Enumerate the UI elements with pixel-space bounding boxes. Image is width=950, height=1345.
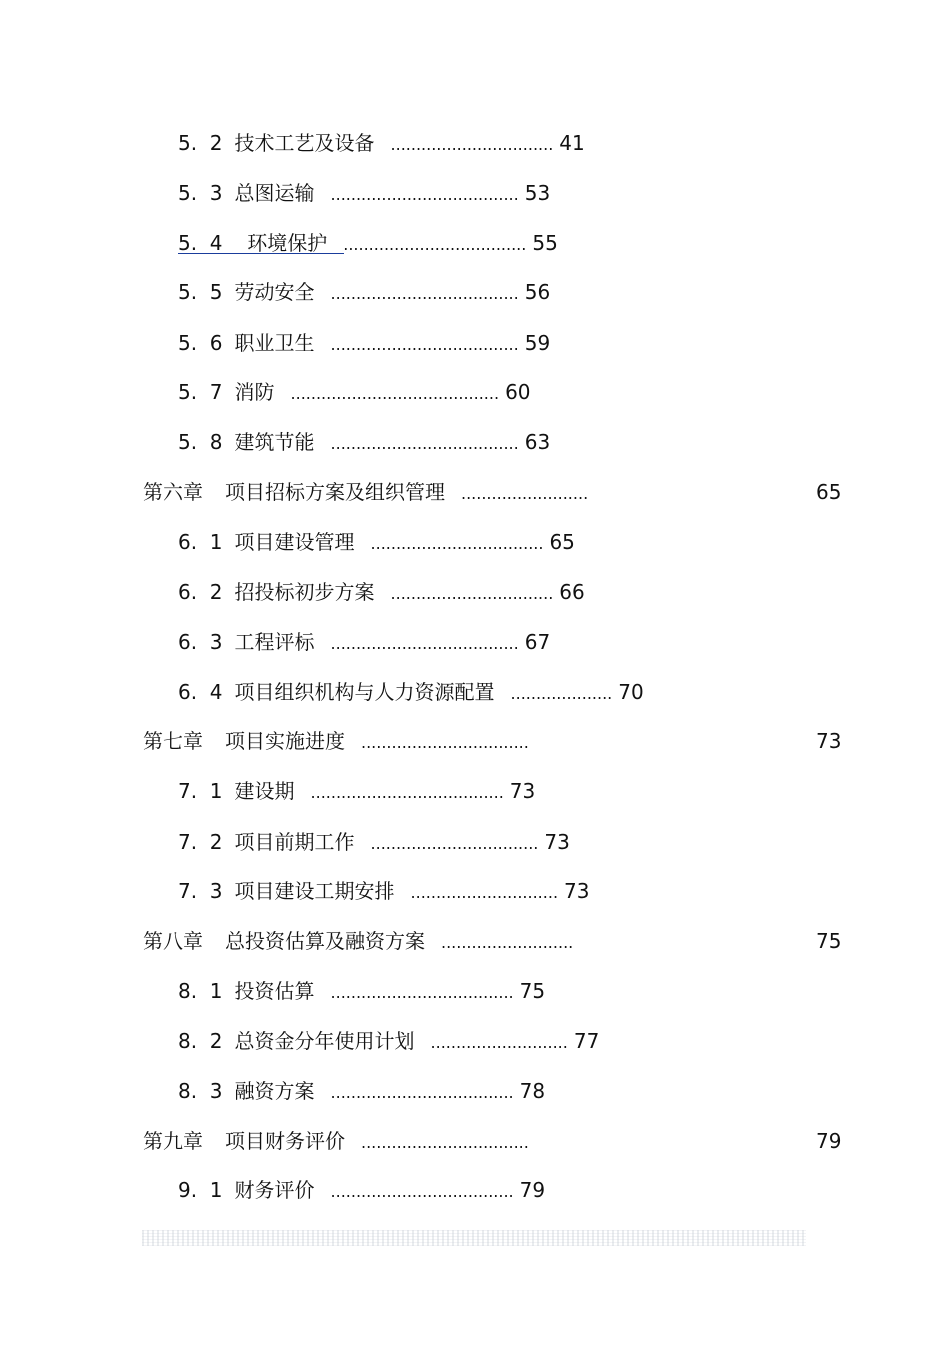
- toc-entry-title: 财务评价: [234, 1178, 315, 1202]
- toc-entry-title: 项目组织机构与人力资源配置: [234, 680, 495, 704]
- toc-entry-number: 第七章: [143, 729, 203, 753]
- toc-leader-dots: ..................................: [370, 534, 544, 553]
- toc-entry-number: 5. 5: [178, 280, 223, 304]
- toc-page-number: 75: [519, 979, 546, 1003]
- toc-entry-number: 5. 3: [178, 181, 223, 205]
- toc-page-number: 65: [816, 480, 842, 504]
- toc-section-entry[interactable]: [178, 1028, 599, 1054]
- toc-leader-dots: .................................: [370, 834, 539, 853]
- toc-entry-title: 总图运输: [234, 181, 315, 205]
- toc-entry-number: 5. 4: [178, 231, 223, 255]
- toc-entry-title: 工程评标: [234, 630, 315, 654]
- toc-entry-title: 投资估算: [234, 979, 315, 1003]
- toc-leader-dots: .....................................: [330, 335, 519, 354]
- toc-page-number: 59: [524, 331, 551, 355]
- toc-entry-number: 6. 2: [178, 580, 223, 604]
- toc-section-entry[interactable]: [178, 829, 570, 855]
- toc-section-entry[interactable]: [178, 629, 550, 655]
- toc-leader-dots: ................................: [390, 135, 554, 154]
- toc-entry-title: 总资金分年使用计划: [234, 1029, 415, 1053]
- toc-page-number: 73: [816, 729, 842, 753]
- toc-leader-dots: .................................: [361, 733, 529, 752]
- toc-page-number: 55: [532, 231, 558, 255]
- toc-entry-number: 8. 3: [178, 1079, 223, 1103]
- toc-leader-dots: .....................................: [330, 185, 519, 204]
- toc-entry-title: 招投标初步方案: [234, 580, 375, 604]
- toc-page-number: 73: [544, 830, 570, 854]
- toc-page-number: 41: [559, 131, 585, 155]
- footer-watermark: [142, 1230, 806, 1246]
- toc-entry-title: 总投资估算及融资方案: [225, 929, 425, 953]
- toc-entry-title: 项目建设工期安排: [234, 879, 395, 903]
- toc-page-number: 66: [559, 580, 585, 604]
- toc-section-entry[interactable]: [178, 429, 550, 455]
- toc-entry-number: 第九章: [143, 1129, 203, 1153]
- toc-entry-number: 6. 1: [178, 530, 223, 554]
- toc-entry-title: 项目建设管理: [234, 530, 355, 554]
- toc-entry-number: 6. 3: [178, 630, 223, 654]
- toc-section-entry[interactable]: [178, 878, 589, 904]
- toc-leader-dots: .....................................: [330, 434, 519, 453]
- toc-leader-dots: ...........................: [430, 1033, 568, 1052]
- toc-section-entry[interactable]: [178, 379, 531, 405]
- toc-section-entry[interactable]: [178, 778, 535, 804]
- toc-leader-dots: ....................................: [330, 983, 514, 1002]
- toc-entry-title: 项目实施进度: [225, 729, 345, 753]
- toc-entry-number: 5. 2: [178, 131, 223, 155]
- toc-leader-dots: ......................................: [310, 783, 504, 802]
- toc-entry-number: 7. 3: [178, 879, 223, 903]
- toc-section-entry[interactable]: [178, 978, 545, 1004]
- toc-leader-dots: .............................: [410, 883, 559, 902]
- toc-leader-dots: ................................: [390, 584, 554, 603]
- toc-entry-title: 项目前期工作: [234, 830, 355, 854]
- toc-leader-dots: ....................................: [330, 1182, 514, 1201]
- toc-page-number: 73: [509, 779, 536, 803]
- toc-section-entry[interactable]: [178, 230, 558, 256]
- toc-leader-dots: ....................: [510, 684, 613, 703]
- toc-page-number: 63: [524, 430, 551, 454]
- toc-page-number: 79: [816, 1129, 842, 1153]
- toc-section-entry[interactable]: [178, 1177, 545, 1203]
- toc-section-entry[interactable]: [178, 529, 575, 555]
- toc-section-entry[interactable]: [178, 180, 550, 206]
- toc-leader-dots: .................................: [361, 1133, 529, 1152]
- toc-entry-title: 技术工艺及设备: [234, 131, 375, 155]
- toc-page-number: 77: [573, 1029, 600, 1053]
- toc-entry-number: 5. 7: [178, 380, 223, 404]
- toc-leader-dots: .........................................: [290, 384, 500, 403]
- toc-leader-dots: ..........................: [441, 933, 574, 952]
- toc-section-entry[interactable]: [178, 330, 550, 356]
- toc-chapter-entry[interactable]: [143, 928, 842, 954]
- toc-chapter-entry[interactable]: [143, 479, 842, 505]
- toc-entry-number: 7. 2: [178, 830, 223, 854]
- toc-leader-dots: .....................................: [330, 634, 519, 653]
- toc-page-number: 75: [816, 929, 842, 953]
- toc-page-number: 60: [505, 380, 531, 404]
- toc-section-entry[interactable]: [178, 130, 585, 156]
- toc-page-number: 53: [524, 181, 551, 205]
- toc-chapter-entry[interactable]: [143, 1128, 842, 1154]
- toc-chapter-entry[interactable]: [143, 728, 842, 754]
- toc-section-entry[interactable]: [178, 279, 550, 305]
- toc-leader-dots: .........................: [461, 484, 589, 503]
- toc-entry-title: 环境保护: [234, 231, 328, 255]
- toc-entry-title: 职业卫生: [234, 331, 315, 355]
- toc-entry-number: 第八章: [143, 929, 203, 953]
- toc-entry-title: 建设期: [234, 779, 295, 803]
- toc-entry-title: 项目招标方案及组织管理: [225, 480, 445, 504]
- toc-entry-title: 消防: [234, 380, 275, 404]
- toc-entry-number: 6. 4: [178, 680, 223, 704]
- toc-page-number: 73: [564, 879, 590, 903]
- toc-section-entry[interactable]: [178, 679, 644, 705]
- toc-page-number: 56: [524, 280, 551, 304]
- toc-entry-number: 第六章: [143, 480, 203, 504]
- toc-entry-number: 5. 8: [178, 430, 223, 454]
- toc-entry-title: 劳动安全: [234, 280, 315, 304]
- toc-section-entry[interactable]: [178, 1078, 545, 1104]
- toc-entry-number: 9. 1: [178, 1178, 223, 1202]
- toc-page-number: 78: [519, 1079, 546, 1103]
- toc-entry-number: 7. 1: [178, 779, 223, 803]
- toc-entry-title: 融资方案: [234, 1079, 315, 1103]
- toc-leader-dots: .....................................: [330, 284, 519, 303]
- toc-leader-dots: ....................................: [343, 235, 527, 254]
- toc-page-number: 67: [524, 630, 551, 654]
- toc-entry-number: 8. 1: [178, 979, 223, 1003]
- toc-page-number: 79: [519, 1178, 546, 1202]
- toc-page-number: 70: [618, 680, 644, 704]
- toc-leader-dots: ....................................: [330, 1083, 514, 1102]
- toc-entry-title: 项目财务评价: [225, 1129, 345, 1153]
- toc-section-entry[interactable]: [178, 579, 585, 605]
- toc-page-number: 65: [549, 530, 575, 554]
- toc-entry-number: 5. 6: [178, 331, 223, 355]
- toc-entry-number: 8. 2: [178, 1029, 223, 1053]
- toc-entry-title: 建筑节能: [234, 430, 315, 454]
